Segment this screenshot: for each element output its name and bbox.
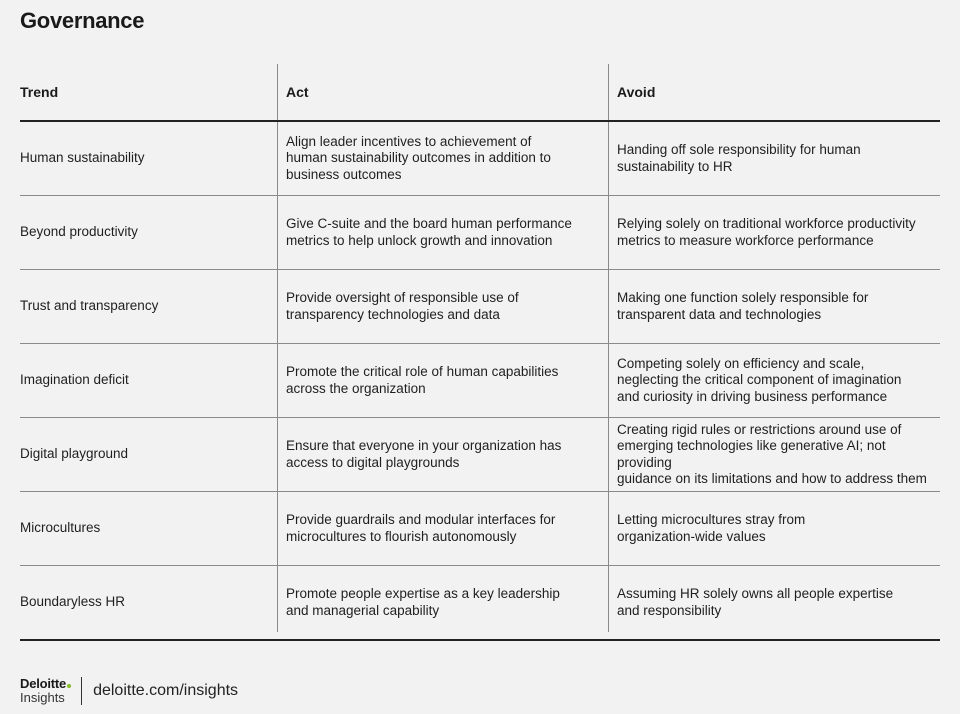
table-row: [20, 344, 940, 418]
logo-wordmark: Deloitte: [20, 676, 67, 691]
table-row: [20, 418, 940, 492]
act-cell: Ensure that everyone in your organization has access to digital playgrounds: [286, 438, 562, 470]
avoid-cell: Handing off sole responsibility for human sustainability to HR: [617, 142, 861, 174]
logo-subtitle: Insights: [20, 690, 65, 705]
table-row: [20, 270, 940, 344]
governance-table: [20, 64, 940, 641]
act-cell: Provide guardrails and modular interfaces for microcultures to flourish autonomously: [286, 512, 556, 544]
table-row: [20, 492, 940, 566]
page-title: Governance: [20, 8, 145, 33]
table-row: [20, 566, 940, 641]
avoid-cell: Letting microcultures stray from organization-wide values: [617, 512, 806, 544]
header-avoid: Avoid: [617, 84, 656, 100]
trend-cell: Imagination deficit: [20, 372, 129, 388]
header-trend: Trend: [20, 84, 59, 100]
deloitte-insights-logo: [20, 677, 71, 705]
trend-cell: Digital playground: [20, 446, 129, 462]
act-cell: Promote the critical role of human capabilities across the organization: [286, 364, 559, 396]
avoid-cell: Assuming HR solely owns all people expertise and responsibility: [617, 586, 894, 618]
table-row: [20, 196, 940, 270]
table-row: [20, 122, 940, 196]
trend-cell: Human sustainability: [20, 150, 145, 166]
footer-divider: [81, 677, 82, 705]
insights-link[interactable]: deloitte.com/insights: [93, 682, 239, 699]
act-cell: Promote people expertise as a key leadership and managerial capability: [286, 586, 560, 618]
trend-cell: Boundaryless HR: [20, 594, 126, 610]
header-act: Act: [286, 84, 309, 100]
avoid-cell: Making one function solely responsible for transparent data and technologies: [617, 290, 869, 322]
trend-cell: Beyond productivity: [20, 224, 138, 240]
act-cell: Provide oversight of responsible use of transparency technologies and data: [286, 290, 519, 322]
green-dot-icon: [67, 684, 71, 688]
footer: [20, 676, 238, 706]
act-cell: Align leader incentives to achievement of human sustainability outcomes in addition to business outcomes: [286, 133, 551, 182]
act-cell: Give C-suite and the board human performance metrics to help unlock growth and innovation: [286, 216, 572, 248]
trend-cell: Microcultures: [20, 520, 101, 536]
avoid-cell: Relying solely on traditional workforce productivity metrics to measure workforce performance: [617, 216, 916, 248]
table-header-row: [20, 64, 940, 122]
avoid-cell: Creating rigid rules or restrictions around use of emerging technologies like generative AI; not providing guidance on its limitations and how to address them: [617, 421, 927, 486]
avoid-cell: Competing solely on efficiency and scale, neglecting the critical component of imagination and curiosity in driving business performance: [617, 355, 902, 404]
trend-cell: Trust and transparency: [20, 298, 159, 314]
